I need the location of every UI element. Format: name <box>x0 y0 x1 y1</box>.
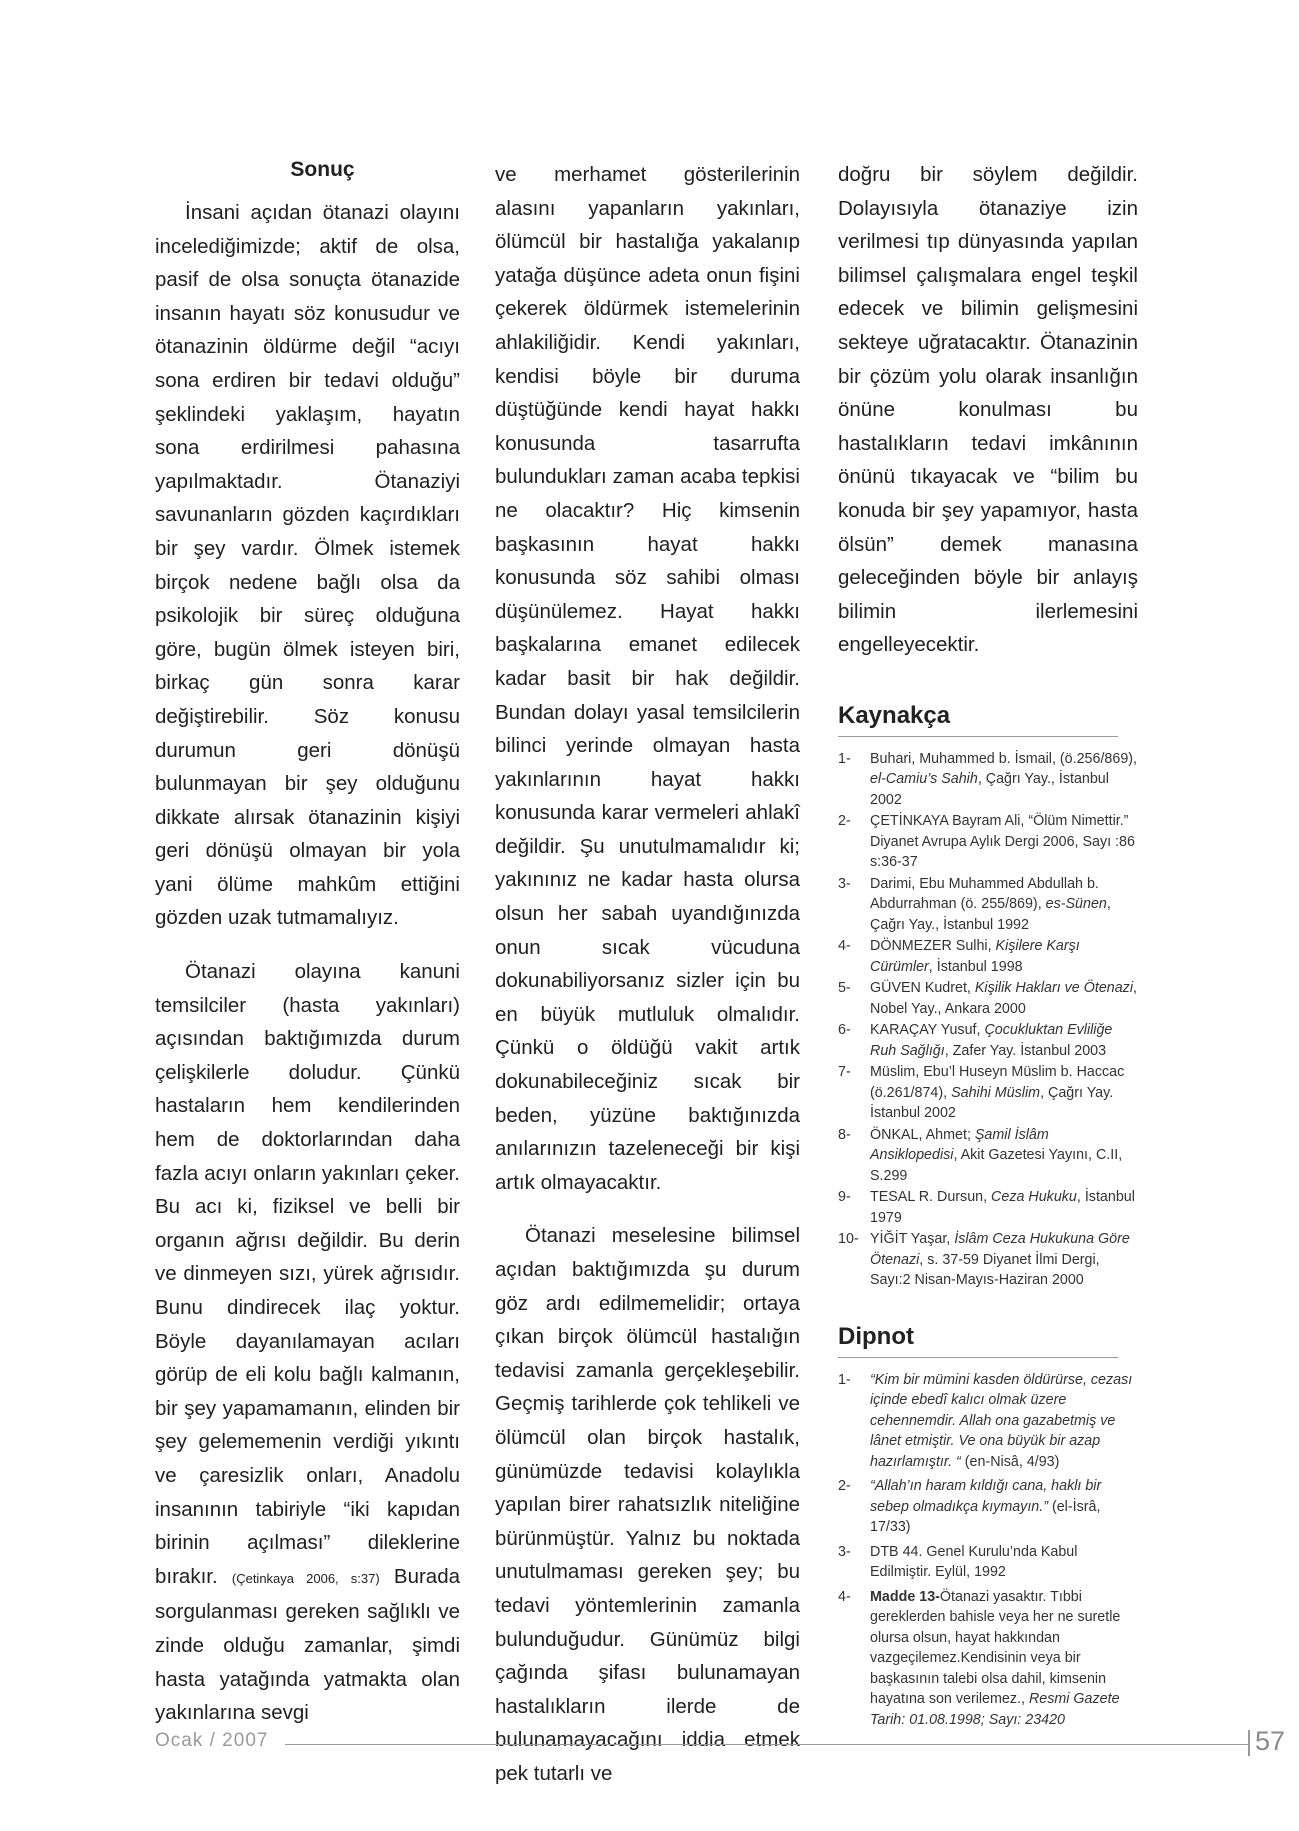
reference-text: KARAÇAY Yusuf, <box>870 1022 985 1039</box>
reference-publisher: , Zafer Yay. İstanbul 2003 <box>944 1042 1107 1059</box>
reference-publisher: , Akit Gazetesi Yayını, C.II, S.299 <box>870 1147 1123 1184</box>
paragraph-3: Ötanazi meselesine bilimsel açıdan baktığımızda şu durum göz ardı edilmemelidir; ortaya çıkan birçok ölümcül hastalığın tedavisi zamanla gerçekleşebilir. Geçmiş tarihlerde çok tehlikeli ve ölümcül olan birçok hastalık, günümüzde tedavisi kolaylıkla yapılan birer rahatsızlık niteliğine bürünmüştür. Yalnız bu noktada unutulmaması gereken şey; bu tedavi yöntemlerinin zamanla bulunduğudur. Günümüz bilgi çağında şifası bulunamayan hastalıkların ilerde de bulunamayacağını iddia etmek pek tutarlı ve <box>495 1224 800 1785</box>
paragraph-2 <box>155 955 460 1730</box>
reference-item <box>838 1229 1138 1291</box>
column-2 <box>495 158 800 1791</box>
reference-title: es-Sünen <box>1045 896 1107 913</box>
references-heading: Kaynakça <box>838 702 1118 737</box>
reference-item <box>838 874 1138 936</box>
reference-item <box>838 1062 1138 1124</box>
footnote-item <box>838 1370 1138 1473</box>
reference-number: 8- <box>838 1126 851 1143</box>
footnote-quote: “Allah’ın haram kıldığı cana, haklı bir sebep olmadıkça kıymayın.” <box>870 1478 1102 1515</box>
reference-number: 6- <box>838 1022 851 1039</box>
footnote-item <box>838 1587 1138 1731</box>
reference-publisher: , Çağrı Yay. İstanbul 2002 <box>870 1084 1114 1122</box>
reference-publisher: , İstanbul 1979 <box>870 1189 1135 1226</box>
reference-title: Ceza Hukuku <box>991 1189 1077 1206</box>
column-1 <box>155 158 460 1730</box>
reference-number: 3- <box>838 875 851 892</box>
footnote-item <box>838 1542 1138 1583</box>
reference-publisher: , Nobel Yay., Ankara 2000 <box>870 980 1137 1017</box>
reference-text: Müslim, Ebu’l Huseyn Müslim b. Haccac (ö.261/874), <box>870 1064 1125 1101</box>
paragraph-3-tail: doğru bir söylem değildir. Dolayısıyla ötanaziye izin verilmesi tıp dünyasında yapılan bilimsel çalışmalara engel teşkil edecek ve bilimin gelişmesini sekteye uğratacaktır. Ötanazinin bir çözüm yolu olarak insanlığın önüne konulması bu hastalıkların tedavi imkânının önünü tıkayacak ve “bilim bu konuda bir şey yapamıyor, hasta ölsün” demek manasına geleceğinden böyle bir anlayış bilimin ilerlemesini engelleyecektir. <box>838 163 1138 657</box>
footnote-label: Madde 13- <box>870 1588 940 1605</box>
footnote-number: 4- <box>838 1588 851 1605</box>
section-title: Sonuç <box>290 158 355 181</box>
reference-text: YİĞİT Yaşar, <box>870 1231 955 1248</box>
reference-title: Kişilere Karşı Cürümler <box>870 938 1080 975</box>
column-3 <box>838 158 1138 1734</box>
reference-text: Buhari, Muhammed b. İsmail, (ö.256/869), <box>870 750 1137 767</box>
footnote-text: DTB 44. Genel Kurulu’nda Kabul Edilmiştir. Eylül, 1992 <box>870 1543 1078 1581</box>
reference-publisher: , İstanbul 1998 <box>928 958 1023 975</box>
reference-number: 9- <box>838 1189 851 1206</box>
paragraph-2-tail: ve merhamet gösterilerinin alasını yapanların yakınları, ölümcül bir hastalığa yakalanıp yatağa düşünce adeta onun fişini çekerek öldürmek istemelerinin ahlakiliğidir. Kendi yakınları, kendisi böyle bir duruma düştüğünde kendi hayat hakkı konusunda tasarrufta bulundukları zaman acaba tepkisi ne olacaktır? Hiç kimsenin başkasının hayat hakkı konusunda söz sahibi olması düşünülemez. Hayat hakkı başkalarına emanet edilecek kadar basit bir hak değildir. Bundan dolayı yasal temsilcilerin bilinci yerinde olmayan hasta yakınlarının hayat hakkı konusunda karar vermeleri ahlakî değildir. Şu unutulmamalıdır ki; yakınınız ne kadar hasta olursa olsun her sabah uyandığınızda onun sıcak vücuduna dokunabiliyorsanız sizler için bu en büyük mutluluk olmalıdır. Çünkü o öldüğü vakit artık dokunabileceğiniz sıcak bir beden, yüzüne baktığınızda anılarınızın tazeleneceği bir kişi artık olmayacaktır. <box>495 163 800 1194</box>
reference-title: Şamil İslâm Ansiklopedisi <box>870 1126 1049 1164</box>
reference-title: İslâm Ceza Hukukuna Göre Ötenazi <box>870 1231 1130 1268</box>
reference-publisher: , s. 37-59 Diyanet İlmi Dergi, Sayı:2 Nisan-Mayıs-Haziran 2000 <box>870 1251 1100 1289</box>
reference-number: 2- <box>838 813 851 830</box>
reference-title: Kişilik Hakları ve Ötenazi <box>974 980 1134 997</box>
reference-text: GÜVEN Kudret, <box>870 980 975 997</box>
reference-item <box>838 978 1138 1019</box>
footnote-number: 1- <box>838 1371 851 1388</box>
reference-number: 5- <box>838 980 851 997</box>
footnote-text: (en-Nisâ, 4/93) <box>960 1453 1060 1470</box>
paragraph-2-continued: Burada sorgulanması gereken sağlıklı ve zinde olduğu zamanlar, şimdi hasta yatağında yatmakta olan yakınlarına sevgi <box>155 1564 460 1725</box>
footer-divider <box>1248 1730 1250 1756</box>
reference-number: 1- <box>838 750 851 767</box>
paragraph-1: İnsani açıdan ötanazi olayını incelediğimizde; aktif de olsa, pasif de olsa sonuçta ötanazide insanın hayatı söz konusudur ve ötanazinin öldürme değil “acıyı sona erdiren bir tedavi olduğu” şeklindeki yaklaşım, hayatın sona erdirilmesi pahasına yapılmaktadır. Ötanaziyi savunanların gözden kaçırdıkları bir şey vardır. Ölmek istemek birçok nedene bağlı olsa da psikolojik bir süreç olduğuna göre, bugün ölmek isteyen biri, birkaç gün sonra karar değiştirebilir. Söz konusu durumun geri dönüşü bulunmayan bir şey olduğunu dikkate alırsak ötanazinin kişiyi geri dönüşü olmayan bir yola yani ölüme mahkûm ettiğini gözden uzak tutmamalıyız. <box>155 201 460 930</box>
footnote-number: 3- <box>838 1543 851 1560</box>
page-footer <box>155 1726 1286 1760</box>
reference-number: 4- <box>838 938 851 955</box>
reference-item <box>838 1125 1138 1187</box>
reference-title: Çocukluktan Evliliğe Ruh Sağlığı <box>870 1022 1113 1059</box>
footnote-source: Resmi Gazete Tarih: 01.08.1998; Sayı: 23420 <box>870 1691 1120 1728</box>
reference-number: 7- <box>838 1064 851 1081</box>
reference-text: ÇETİNKAYA Bayram Ali, “Ölüm Nimettir.” Diyanet Avrupa Aylık Dergi 2006, Sayı :86 s:36-37 <box>870 813 1135 871</box>
reference-item <box>838 811 1138 873</box>
footnote-number: 2- <box>838 1478 851 1495</box>
reference-title: el-Camiu’s Sahih <box>870 771 978 788</box>
reference-item <box>838 936 1138 977</box>
reference-item <box>838 749 1138 811</box>
reference-number: 10- <box>838 1231 859 1248</box>
reference-text: Darimi, Ebu Muhammed Abdullah b. Abdurrahman (ö. 255/869), <box>870 875 1099 913</box>
footnote-text: Ötanazi yasaktır. Tıbbi gereklerden bahisle veya her ne suretle olursa olsun, hayat hakkından vazgeçilemez.Kendisinin veya bir başkasının talebi olsa dahil, kimsenin hayatına son verilemez., <box>870 1588 1121 1708</box>
references-list <box>838 749 1138 1291</box>
reference-publisher: , Çağrı Yay., İstanbul 2002 <box>870 771 1109 808</box>
reference-text: ÖNKAL, Ahmet; <box>870 1126 975 1143</box>
footnotes-list <box>838 1370 1138 1731</box>
reference-text: DÖNMEZER Sulhi, <box>870 938 996 955</box>
footnote-quote: “Kim bir mümini kasden öldürürse, cezası içinde ebedî kalıcı olmak üzere cehennemdir. Allah ona gazabetmiş ve lânet etmiştir. Ve ona büyük bir azap hazırlamıştır. “ <box>870 1371 1133 1470</box>
reference-title: Sahihi Müslim <box>951 1084 1041 1101</box>
reference-item <box>838 1187 1138 1228</box>
footnote-item <box>838 1476 1138 1538</box>
reference-item <box>838 1020 1138 1061</box>
footnotes-heading: Dipnot <box>838 1323 1118 1358</box>
footnote-text: (el-İsrâ, 17/33) <box>870 1498 1101 1536</box>
paragraph-2-text: Ötanazi olayına kanuni temsilciler (hasta yakınları) açısından baktığımızda durum çelişkilerle doludur. Çünkü hastaların hem kendilerinden hem de doktorlarından daha fazla acıyı onların yakınları çeker. Bu acı ki, fiziksel ve belli bir organın ağrısı değildir. Bu derin ve dinmeyen sızı, yürek ağrısıdır. Bunu dindirecek ilaç yoktur. Böyle dayanılamayan acıları görüp de eli kolu bağlı kalmanın, bir şey yapamamanın, elinden bir şey gelememenin verdiği yıkıntı ve çaresizlik onları, Anadolu insanının tabiriyle “iki kapıdan birinin açılması” dileklerine bırakır. <box>155 960 460 1588</box>
citation: (Çetinkaya 2006, s:37) <box>231 1570 380 1586</box>
page-number: 57 <box>1255 1726 1286 1756</box>
reference-publisher: , Çağrı Yay., İstanbul 1992 <box>870 896 1111 933</box>
issue-date: Ocak / 2007 <box>155 1730 269 1751</box>
reference-text: TESAL R. Dursun, <box>870 1189 992 1206</box>
footer-rule <box>285 1744 1250 1745</box>
